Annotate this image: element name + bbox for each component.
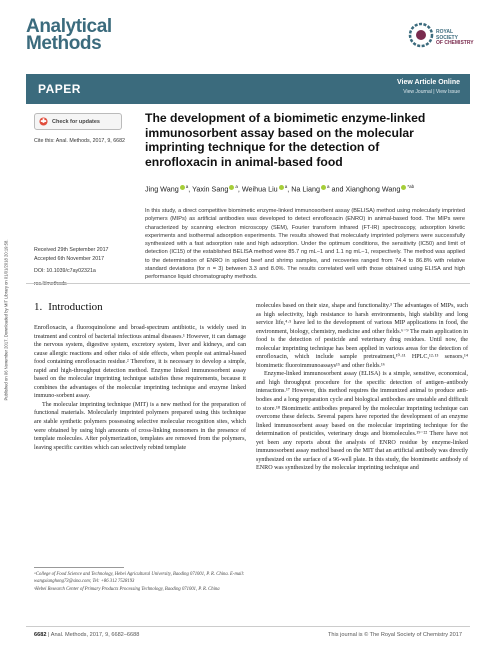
orcid-icon[interactable] [180,185,185,190]
view-article-online-link[interactable]: View Article Online [396,79,460,86]
orcid-icon[interactable] [279,185,284,190]
author-name[interactable]: and Xianghong Wang [331,184,401,194]
section-title: Introduction [48,301,103,313]
check-for-updates-button[interactable] [34,113,122,130]
page-footer [26,626,470,639]
section-number: 1. [34,301,43,313]
abstract: In this study, a direct competitive biomimetic enzyme-linked immunosorbent assay (BELISA) method using molecularly imprinted polymers (MIPs) as artificial antibodies was developed to detect enrofloxacin (ENRO) in animal-based food. The MIPs were characterized by scanning electron microscopy (SEM), Fourier transform infrared (FT-IR) spectroscopy, adsorption kinetic experiments and isothermal adsorption experiments. The results showed that molecularly imprinted polymers were successfully synthesized with a fast adsorption rate and high adsorption. Under the optimum conditions, the sensitivity (IC50) and limit of detection (IC15) of the established BELISA method were 85.7 ng mL−1 and 1.1 ng mL−1, respectively. The method was applied to the determination of ENRO in spiked beef and shrimp samples, and recoveries ranged from 74.4 to 86.8% with relative standard deviations (for n = 3) between 3.3 and 8.0%. The results correlated well with those obtained using ELISA and high performance liquid chromatography methods. [145,208,465,281]
author-name[interactable]: Yaxin Sang [192,184,229,194]
view-journal-issue-links[interactable]: View Journal | View Issue [403,89,460,95]
section-heading [34,300,103,314]
orcid-icon[interactable] [321,185,326,190]
affiliation-footnotes [34,572,246,596]
paragraph: Enrofloxacin, a fluoroquinolone and broad-spectrum antibiotic, is widely used in treatment and control of bacterial infectious animal diseases.¹ However, it can damage the nervous system, digestive system, excretory system, liver and kidneys, and can cause allergic reactions and other risks of side effects, when people eat animal-based food containing enrofloxacin residue.² Therefore, it is necessary to develop a simple, rapid and high-throughput detection method. Enzyme linked immunosorbent assay based on the molecular imprinting technique satisfies these requirements, because it combines the advantages of the molecular imprinting technique and enzyme linked immuno-sorbent assay. [34,325,246,400]
author-name[interactable]: Weihua Liu [241,184,278,194]
paragraph: The molecular imprinting technique (MIT) is a new method for the preparation of functional materials. Molecularly imprinted polymers prepared using this technique are stable synthetic polymers possessing selective molecular recognition sites, which were obtained by using high amounts of cross-linking monomers in the presence of template molecules. After polymerization, templates are removed from the polymers, leaving specific cavities which can selectively rebind template [34,401,246,451]
footnote: ᵇHebei Research Center of Primary Products Processing Technology, Baoding 071001, P. R. China [34,587,220,592]
orcid-icon[interactable] [401,185,406,190]
affiliation-marker: a [185,184,189,189]
author-name[interactable]: Na Liang [291,184,320,194]
logo-line-1: ROYAL SOCIETY [436,29,458,41]
check-updates-label: Check for updates [52,118,100,125]
footnote-divider [34,567,124,568]
doi[interactable]: DOI: 10.1039/c7ay02321a [34,268,96,274]
footer-citation: | Anal. Methods, 2017, 9, 6682–6688 [48,632,140,638]
received-date: Received 29th September 2017 [34,247,109,253]
journal-link[interactable]: rsc.li/methods [34,280,67,287]
crossmark-icon [39,117,48,126]
publisher-logo [408,22,472,54]
rsc-emblem-icon [408,22,434,48]
paragraph: Enzyme-linked immunosorbent assay (ELISA) is a simple, sensitive, economical, and high throughput procedure for the specific detection of antigen–antibody interactions.¹⁷ However, this method requires the immunized animal to produce anti-bodies and a long preparation cycle and biological antibodies are unstable and difficult to store.¹⁸ Biomimetic antibodies prepared by the molecular imprinting technique can overcome these defects. Several papers have reported the development of an enzyme linked immunosorbent assay based on the molecular imprinting technique for the determination of pesticides, veterinary drugs and biomolecules.¹⁹⁻²² There have not yet been any reports about the analysis of ENRO residue by enzyme-linked immunosorbent assay method based on the MIT that an artificial antibody was directly synthesized on the surface of a 96-well plate. In this study, the biomimetic antibody of ENRO was synthesized by the molecular imprinting technique and [256,371,468,472]
author-name[interactable]: Jing Wang [145,184,179,194]
copyright: This journal is © The Royal Society of Chemistry 2017 [328,632,462,638]
divider [26,283,470,284]
affiliation-marker: a [326,184,330,189]
accepted-date: Accepted 6th November 2017 [34,255,105,262]
download-note: Published on 06 November 2017. Downloaded by MIT Library on 01/01/2018 20:19:58. [3,239,9,401]
affiliation-marker: a [235,184,238,189]
orcid-icon[interactable] [229,185,234,190]
affiliation-marker: a [284,184,288,189]
footnote: ᵃCollege of Food Science and Technology, Hebei Agricultural University, Baoding 071001, P. R. China. E-mail: wangxianghong73@sina.com; Tel: +86 312 7528193 [34,572,245,584]
article-type: PAPER [38,82,81,96]
body-column-left [34,324,246,452]
body-column-right [256,302,468,473]
article-type-bar [26,74,470,104]
page-number: 6682 [34,632,47,638]
article-title: The development of a biomimetic enzyme-linked immunosorbent assay based on the molecular imprinting technique for the detection of enrofloxacin in animal-based food [145,111,426,169]
logo-line-2: OF CHEMISTRY [436,40,474,46]
journal-title: Analytical Methods [26,16,112,54]
citation: Cite this: Anal. Methods, 2017, 9, 6682 [34,138,125,144]
affiliation-marker: *ab [407,184,415,189]
author-list: Jing Wang $^a$, Yaxin Sang $^a$, Weihua Liu $^a$, Na Liang $^a$ and Xianghong Wang $^{*ab}$ [145,184,415,194]
paragraph: molecules based on their size, shape and functionality.³ The advantages of MIPs, such as high selectivity, high resistance to harsh environments, high stability and long service life,⁴·⁵ have led to the development of various MIP applications in food, the environment, biology, chemistry, medicine and other fields.⁶⁻⁹ The main application in food is the detection of pesticide and veterinary drug residues. Until now, the molecular imprinting technique has been applied in various areas for the detection of enrofloxacin, which include sample pretreatment,¹⁰·¹¹ HPLC,¹²·¹³ sensors,¹⁴ biomimetic fluoroimmunoassays¹⁵ and other fields.¹⁶ [256,303,469,369]
download-watermark [2,160,10,480]
